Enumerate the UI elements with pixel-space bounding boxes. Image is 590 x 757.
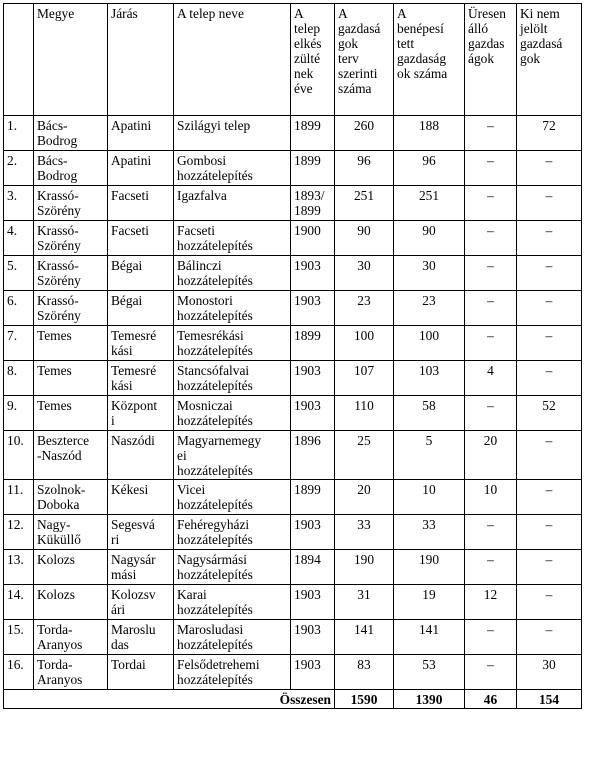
- cell-settlement: Facseti hozzátelepítés: [174, 221, 291, 256]
- cell-settlement: Felsődetrehemi hozzátelepítés: [174, 655, 291, 690]
- cell-unmarked: –: [517, 256, 582, 291]
- cell-district: Temesré kási: [108, 326, 174, 361]
- cell-empty: –: [465, 186, 517, 221]
- cell-no: 2.: [4, 151, 34, 186]
- cell-planned: 190: [335, 550, 394, 585]
- cell-unmarked: 30: [517, 655, 582, 690]
- cell-settled: 251: [394, 186, 465, 221]
- header-settled: A benépesí tett gazdaság ok száma: [394, 4, 465, 116]
- cell-district: Tordai: [108, 655, 174, 690]
- cell-planned: 90: [335, 221, 394, 256]
- cell-no: 8.: [4, 361, 34, 396]
- table-row: [4, 291, 582, 326]
- cell-no: 15.: [4, 620, 34, 655]
- cell-settled: 96: [394, 151, 465, 186]
- cell-planned: 23: [335, 291, 394, 326]
- cell-planned: 141: [335, 620, 394, 655]
- cell-planned: 260: [335, 116, 394, 151]
- totals-label: Összesen: [4, 690, 335, 709]
- cell-planned: 20: [335, 480, 394, 515]
- cell-empty: –: [465, 550, 517, 585]
- cell-year: 1903: [291, 585, 335, 620]
- cell-empty: 4: [465, 361, 517, 396]
- cell-county: Torda- Aranyos: [34, 655, 108, 690]
- cell-district: Apatini: [108, 151, 174, 186]
- cell-settlement: Szilágyi telep: [174, 116, 291, 151]
- cell-unmarked: 52: [517, 396, 582, 431]
- cell-settlement: Monostori hozzátelepítés: [174, 291, 291, 326]
- cell-settlement: Fehéregyházi hozzátelepítés: [174, 515, 291, 550]
- table-row: [4, 256, 582, 291]
- cell-settled: 30: [394, 256, 465, 291]
- cell-empty: –: [465, 221, 517, 256]
- cell-district: Bégai: [108, 256, 174, 291]
- cell-no: 4.: [4, 221, 34, 256]
- cell-district: Facseti: [108, 186, 174, 221]
- cell-settlement: Mosniczai hozzátelepítés: [174, 396, 291, 431]
- cell-settled: 53: [394, 655, 465, 690]
- cell-county: Nagy- Küküllő: [34, 515, 108, 550]
- cell-settlement: Marosludasi hozzátelepítés: [174, 620, 291, 655]
- table-row: [4, 396, 582, 431]
- cell-no: 14.: [4, 585, 34, 620]
- cell-unmarked: –: [517, 480, 582, 515]
- cell-settled: 100: [394, 326, 465, 361]
- header-year: A telep elkés zülté nek éve: [291, 4, 335, 116]
- cell-year: 1903: [291, 396, 335, 431]
- cell-settled: 33: [394, 515, 465, 550]
- cell-settled: 188: [394, 116, 465, 151]
- totals-row: [4, 690, 582, 709]
- cell-district: Nagysár mási: [108, 550, 174, 585]
- cell-district: Apatini: [108, 116, 174, 151]
- cell-county: Krassó- Szörény: [34, 221, 108, 256]
- cell-district: Kolozsv ári: [108, 585, 174, 620]
- cell-unmarked: –: [517, 361, 582, 396]
- cell-settlement: Gombosi hozzátelepítés: [174, 151, 291, 186]
- cell-no: 13.: [4, 550, 34, 585]
- table-row: [4, 431, 582, 480]
- cell-unmarked: –: [517, 326, 582, 361]
- cell-empty: 12: [465, 585, 517, 620]
- cell-unmarked: –: [517, 515, 582, 550]
- cell-district: Temesré kási: [108, 361, 174, 396]
- cell-year: 1900: [291, 221, 335, 256]
- cell-unmarked: –: [517, 221, 582, 256]
- table-row: [4, 151, 582, 186]
- cell-planned: 107: [335, 361, 394, 396]
- cell-empty: –: [465, 515, 517, 550]
- cell-district: Naszódi: [108, 431, 174, 480]
- cell-unmarked: –: [517, 151, 582, 186]
- cell-county: Krassó- Szörény: [34, 256, 108, 291]
- cell-empty: –: [465, 655, 517, 690]
- cell-county: Krassó- Szörény: [34, 186, 108, 221]
- cell-year: 1899: [291, 151, 335, 186]
- cell-planned: 33: [335, 515, 394, 550]
- cell-no: 1.: [4, 116, 34, 151]
- cell-year: 1899: [291, 116, 335, 151]
- cell-settlement: Nagysármási hozzátelepítés: [174, 550, 291, 585]
- cell-unmarked: –: [517, 620, 582, 655]
- cell-settled: 5: [394, 431, 465, 480]
- cell-unmarked: –: [517, 585, 582, 620]
- cell-county: Kolozs: [34, 585, 108, 620]
- cell-settled: 19: [394, 585, 465, 620]
- cell-year: 1903: [291, 256, 335, 291]
- header-unmarked: Ki nem jelölt gazdasá gok: [517, 4, 582, 116]
- cell-year: 1896: [291, 431, 335, 480]
- cell-settled: 141: [394, 620, 465, 655]
- table-row: [4, 116, 582, 151]
- total-empty: 46: [465, 690, 517, 709]
- cell-district: Facseti: [108, 221, 174, 256]
- cell-unmarked: –: [517, 550, 582, 585]
- table-row: [4, 620, 582, 655]
- cell-settlement: Igazfalva: [174, 186, 291, 221]
- header-planned: A gazdasá gok terv szerinti száma: [335, 4, 394, 116]
- cell-settled: 103: [394, 361, 465, 396]
- total-planned: 1590: [335, 690, 394, 709]
- header-county: Megye: [34, 4, 108, 116]
- table-row: [4, 655, 582, 690]
- header-district: Járás: [108, 4, 174, 116]
- cell-settlement: Bálinczi hozzátelepítés: [174, 256, 291, 291]
- cell-unmarked: –: [517, 431, 582, 480]
- cell-empty: –: [465, 151, 517, 186]
- cell-settlement: Magyarnemegy ei hozzátelepítés: [174, 431, 291, 480]
- cell-year: 1893/ 1899: [291, 186, 335, 221]
- cell-year: 1903: [291, 515, 335, 550]
- cell-no: 6.: [4, 291, 34, 326]
- cell-settled: 23: [394, 291, 465, 326]
- cell-no: 10.: [4, 431, 34, 480]
- cell-planned: 31: [335, 585, 394, 620]
- cell-district: Segesvá ri: [108, 515, 174, 550]
- cell-planned: 96: [335, 151, 394, 186]
- cell-year: 1903: [291, 291, 335, 326]
- header-row: [4, 4, 582, 116]
- cell-county: Bács- Bodrog: [34, 116, 108, 151]
- cell-settled: 58: [394, 396, 465, 431]
- cell-settlement: Karai hozzátelepítés: [174, 585, 291, 620]
- cell-no: 12.: [4, 515, 34, 550]
- cell-county: Torda- Aranyos: [34, 620, 108, 655]
- table-row: [4, 480, 582, 515]
- cell-empty: –: [465, 326, 517, 361]
- cell-year: 1903: [291, 620, 335, 655]
- cell-no: 11.: [4, 480, 34, 515]
- cell-year: 1903: [291, 361, 335, 396]
- cell-no: 7.: [4, 326, 34, 361]
- cell-district: Bégai: [108, 291, 174, 326]
- cell-settled: 90: [394, 221, 465, 256]
- cell-settled: 10: [394, 480, 465, 515]
- cell-no: 5.: [4, 256, 34, 291]
- table-row: [4, 585, 582, 620]
- cell-year: 1899: [291, 480, 335, 515]
- cell-settled: 190: [394, 550, 465, 585]
- cell-county: Bács- Bodrog: [34, 151, 108, 186]
- table-row: [4, 186, 582, 221]
- cell-empty: 20: [465, 431, 517, 480]
- cell-year: 1899: [291, 326, 335, 361]
- cell-county: Beszterce -Naszód: [34, 431, 108, 480]
- total-unmarked: 154: [517, 690, 582, 709]
- cell-planned: 83: [335, 655, 394, 690]
- cell-empty: –: [465, 291, 517, 326]
- cell-no: 16.: [4, 655, 34, 690]
- cell-unmarked: 72: [517, 116, 582, 151]
- table-row: [4, 550, 582, 585]
- cell-settlement: Vicei hozzátelepítés: [174, 480, 291, 515]
- cell-empty: –: [465, 256, 517, 291]
- cell-year: 1903: [291, 655, 335, 690]
- cell-unmarked: –: [517, 291, 582, 326]
- cell-planned: 110: [335, 396, 394, 431]
- cell-empty: –: [465, 116, 517, 151]
- cell-unmarked: –: [517, 186, 582, 221]
- cell-empty: –: [465, 396, 517, 431]
- header-no: [4, 4, 34, 116]
- cell-planned: 25: [335, 431, 394, 480]
- table-row: [4, 326, 582, 361]
- table-row: [4, 515, 582, 550]
- cell-no: 3.: [4, 186, 34, 221]
- header-settlement: A telep neve: [174, 4, 291, 116]
- cell-county: Krassó- Szörény: [34, 291, 108, 326]
- cell-settlement: Stancsófalvai hozzátelepítés: [174, 361, 291, 396]
- cell-empty: –: [465, 620, 517, 655]
- cell-settlement: Temesrékási hozzátelepítés: [174, 326, 291, 361]
- cell-district: Kékesi: [108, 480, 174, 515]
- cell-year: 1894: [291, 550, 335, 585]
- cell-county: Szolnok- Doboka: [34, 480, 108, 515]
- cell-empty: 10: [465, 480, 517, 515]
- table-row: [4, 221, 582, 256]
- cell-county: Temes: [34, 396, 108, 431]
- cell-district: Maroslu das: [108, 620, 174, 655]
- total-settled: 1390: [394, 690, 465, 709]
- cell-planned: 251: [335, 186, 394, 221]
- table-row: [4, 361, 582, 396]
- cell-no: 9.: [4, 396, 34, 431]
- cell-county: Temes: [34, 361, 108, 396]
- settlement-table: [3, 3, 582, 709]
- cell-planned: 30: [335, 256, 394, 291]
- cell-district: Központ i: [108, 396, 174, 431]
- header-empty: Üresen álló gazdas ágok: [465, 4, 517, 116]
- cell-planned: 100: [335, 326, 394, 361]
- cell-county: Kolozs: [34, 550, 108, 585]
- cell-county: Temes: [34, 326, 108, 361]
